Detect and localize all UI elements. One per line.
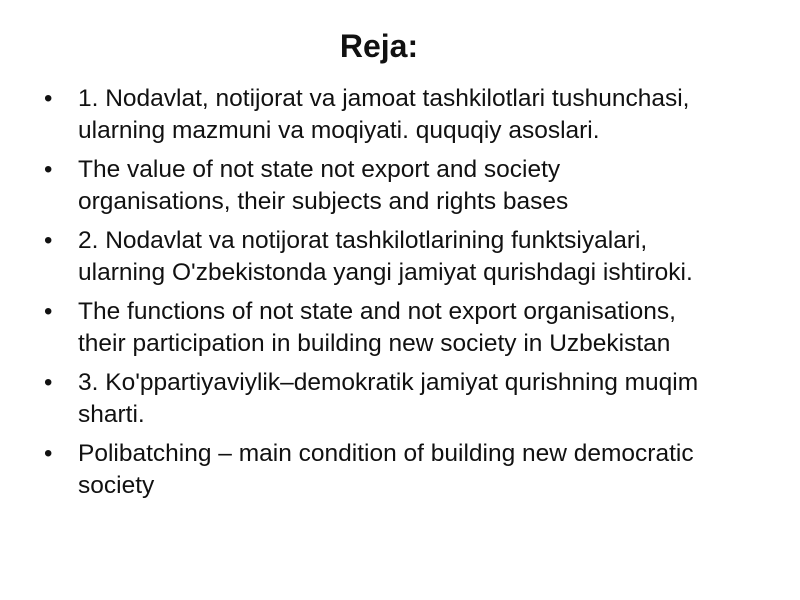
list-item [44, 154, 784, 218]
list-item-text-line: 2. Nodavlat va notijorat tashkilotlarining funktsiyalari, [78, 227, 648, 254]
list-item-text-line: society [78, 472, 155, 499]
bullet-icon: • [44, 85, 53, 112]
bullet-icon: • [44, 369, 53, 396]
list-item-text-line: organisations, their subjects and rights bases [78, 188, 569, 215]
bullet-icon: • [44, 227, 53, 254]
list-item-text-line: 1. Nodavlat, notijorat va jamoat tashkilotlari tushunchasi, [78, 85, 690, 112]
bullet-icon: • [44, 440, 53, 467]
bullet-icon: • [44, 156, 53, 183]
list-item-text-line: The functions of not state and not export organisations, [78, 298, 676, 325]
list-item-text-line: 3. Ko'ppartiyaviylik–demokratik jamiyat qurishning muqim [78, 369, 699, 396]
bullet-list [44, 83, 784, 509]
list-item [44, 83, 784, 147]
list-item-text-line: The value of not state not export and society [78, 156, 561, 183]
list-item [44, 225, 784, 289]
list-item [44, 296, 784, 360]
list-item-text-line: sharti. [78, 401, 145, 428]
list-item-text-line: Polibatching – main condition of building new democratic [78, 440, 694, 467]
slide-title: Reja: [339, 28, 419, 64]
list-item-text-line: ularning mazmuni va moqiyati. ququqiy asoslari. [78, 117, 600, 144]
bullet-icon: • [44, 298, 53, 325]
list-item [44, 367, 784, 431]
list-item-text-line: their participation in building new society in Uzbekistan [78, 330, 671, 357]
list-item-text-line: ularning O'zbekistonda yangi jamiyat qurishdagi ishtiroki. [78, 259, 693, 286]
list-item [44, 438, 784, 502]
